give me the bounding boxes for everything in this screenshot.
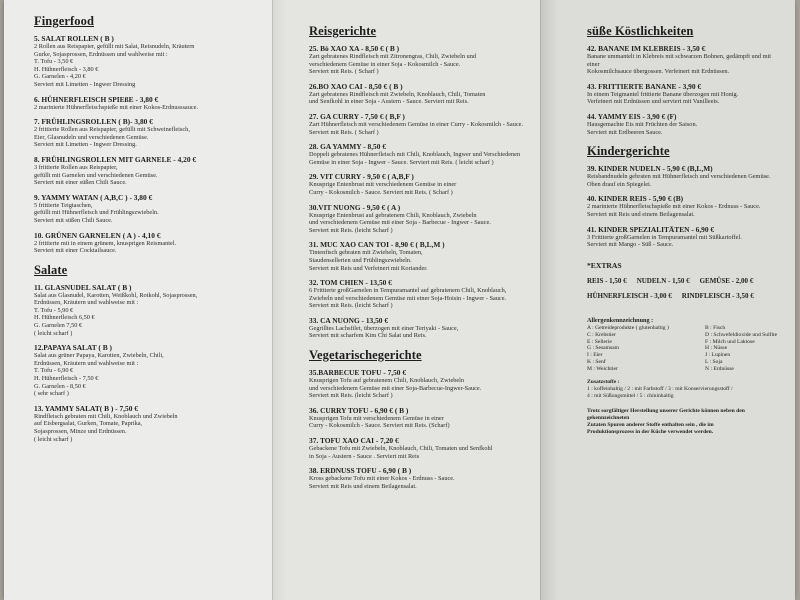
menu-item: [309, 203, 527, 235]
additives-line: 4 : mit Süßungsmittel / 5 : chininhaltig: [587, 392, 674, 399]
menu-item-description: G. Garnelen 7,50 €: [34, 322, 83, 330]
menu-item-description: und verschiedenem Gemüse mit einer Soja-Barbecue-Ingwer-Sauce.: [309, 384, 482, 392]
extras-price: NUDELN - 1,50 €: [636, 276, 690, 285]
footnote-line: Zutaten Spuren anderer Stoffe enthalten sein , die im: [587, 421, 714, 428]
menu-item-title: 35.BARBECUE TOFU - 7,50 €: [309, 368, 407, 378]
menu-item-description: Gebackene Tofu mit Zwiebeln, Knoblauch, Chili, Tomaten und Senfkohl: [309, 445, 493, 453]
allergen-code: N : Erdnüsse: [705, 366, 734, 373]
menu-item-description: Knusprigen Tofu auf gebratenem Chili, Knoblauch, Zwiebeln: [309, 377, 465, 385]
menu-item-description: Kross gebackene Tofu mit einer Kokos - Erdnuss - Sauce.: [309, 475, 455, 483]
menu-item-title: 33. CA NUONG - 13,50 €: [309, 315, 389, 325]
menu-item-description: T. Tofu - 6,90 €: [34, 367, 74, 375]
allergen-code: D : Schwefeldioxide und Sulfite: [705, 331, 778, 338]
menu-item-title: 32. TOM CHIEN - 13,50 €: [309, 278, 392, 288]
fold-shadow: [540, 0, 558, 600]
menu-item-title: 25. Bò XAO XA - 8,50 € ( B ): [309, 44, 400, 53]
menu-item: [587, 164, 785, 188]
menu-item: [34, 155, 260, 187]
menu-item-description: Knusprige Entenbrust auf gebratenem Chili, Knoblauch, Zwiebeln: [309, 211, 477, 219]
menu-item-description: Banane ummantelt in Klebreis mit schwarzen Bohnen, gedämpft und mit einer: [587, 53, 771, 68]
allergen-code: B : Fisch: [705, 324, 726, 331]
menu-item-description: Serviert mit scharfem Kim Chi Salat und Reis.: [309, 332, 427, 340]
menu-item-description: 2 marinierte Hühnerfleischspieße mit einer Kokos-Erdnusssauce.: [34, 103, 199, 111]
menu-panel-right: [540, 0, 795, 600]
allergen-code: A : Getreideprodukte ( glutenhaltig ): [587, 324, 669, 331]
menu-item-title: 26.BO XAO CAI - 8,50 € ( B ): [309, 81, 403, 91]
menu-item: [587, 225, 785, 249]
menu-item: [34, 231, 260, 255]
menu-item-title: 9. YAMMY WATAN ( A,B,C ) - 3,80 €: [34, 192, 153, 202]
menu-item: [309, 436, 527, 460]
menu-item-title: 29. VIT CURRY - 9,50 € ( A,B,F ): [309, 172, 414, 182]
extras-price: GEMÜSE - 2,00 €: [699, 276, 754, 285]
menu-item-description: 6 Frittierte großGarnelen in Tempuramantel auf gebratenem Chili, Knoblauch,: [309, 287, 507, 295]
menu-item-description: Curry - Kokosmilch - Sauce. Serviert mit Reis. ( Scharf ): [309, 188, 453, 196]
menu-item-description: Serviert mit einer süßen Chili Sauce.: [34, 179, 127, 187]
allergen-code: I : Eier: [587, 352, 603, 359]
menu-item-title: 41. KINDER SPEZIALITÄTEN - 6,90 €: [587, 224, 715, 234]
menu-item-description: 2 frittierte Rollen aus Reispapier, gefüllt mit Schweinefleisch,: [34, 126, 190, 134]
menu-item-description: H. Hühnerfleisch - 3,80 €: [34, 65, 99, 73]
menu-item: [34, 117, 260, 149]
menu-item-title: 44. YAMMY EIS - 3,90 € (F): [587, 111, 677, 121]
menu-item-description: Serviert mit Reis und Verfeinert mit Koriander.: [309, 264, 428, 272]
menu-item-description: 2 frittierte mit in einem grünem, knusprigen Reismantel.: [34, 239, 177, 247]
menu-item-description: Erdnüssen, Kräutern und wahlweise mit :: [34, 359, 139, 367]
menu-item-description: Gemüse in einer Soja - Ingwer - Sauce. Serviert mit Reis. ( leicht scharf ): [309, 158, 494, 166]
menu-item: [309, 406, 527, 430]
menu-item-title: 40. KINDER REIS - 5,90 € (B): [587, 194, 684, 204]
menu-sheet: [4, 0, 794, 600]
menu-item-title: 28. GA YAMMY - 8,50 €: [309, 142, 386, 152]
menu-item-description: und verschiedenem Gemüse mit einer Soja - Barbecue - Ingwer - Sauce.: [309, 219, 491, 227]
menu-item-description: Oben drauf ein Spiegelei.: [587, 180, 652, 188]
menu-item-description: Salat aus grüner Papaya, Karotten, Zwiebeln, Chili,: [34, 352, 164, 360]
menu-item-description: Serviert mit Reis. (leicht Scharf ): [309, 226, 393, 234]
menu-item-title: 37. TOFU XAO CAI - 7,20 €: [309, 436, 399, 446]
menu-item-description: H. Hühnerfleisch - 7,50 €: [34, 375, 99, 383]
menu-item-description: In einem Teigmantel frittierte Banane überzogen mit Honig.: [587, 90, 739, 98]
extras-heading: *EXTRAS: [587, 260, 622, 270]
menu-item-title: 13. YAMMY SALAT( B ) - 7,50 €: [34, 403, 138, 413]
menu-item-description: Serviert mit Reis und einem Beilagensalat.: [587, 210, 695, 218]
menu-item-description: T. Tofu - 5,90 €: [34, 306, 74, 314]
extras-price: RINDFLEISCH - 3,50 €: [681, 291, 754, 300]
menu-item-description: Serviert mit Limetten - Ingwer Dressing: [34, 80, 136, 88]
menu-item-description: Zwiebeln und verschiedenem Gemüse mit einer Soja-Hoisin - Ingwer - Sauce.: [309, 294, 507, 302]
menu-item-description: Serviert mit Mango - Süß - Sauce.: [587, 241, 674, 249]
menu-item-description: und Senfkohl in einer Soja - Austern - Sauce. Serviert mit Reis.: [309, 98, 469, 106]
menu-item-description: Serviert mit Reis. ( Scharf ): [309, 128, 379, 136]
menu-item-description: gefüllt mit Garnelen und verschiedenen Gemüse.: [34, 171, 158, 179]
menu-item-description: 3 Frittierte großGarnelen in Tempuramantel mit Süßkartoffel.: [587, 233, 742, 241]
menu-item-description: Serviert mit Reis. (leicht Scharf ): [309, 302, 393, 310]
section-heading: Reisgerichte: [309, 24, 377, 38]
menu-item: [34, 95, 260, 112]
section-heading: Fingerfood: [34, 14, 95, 28]
menu-item-title: 12.PAPAYA SALAT ( B ): [34, 343, 112, 353]
menu-item-description: Zart Hühnerfleisch mit verschiedenem Gemüse in einer Curry - Kokosmilch - Sauce.: [309, 120, 524, 128]
allergen-footnote: [587, 408, 785, 436]
menu-item-description: 3 frittierte Rollen aus Reispapier,: [34, 163, 118, 171]
menu-item: [309, 278, 527, 310]
menu-item-description: Kokosmilchsauce übergossen. Verfeinert mit Erdnüssen.: [587, 68, 730, 76]
menu-item-title: 42. BANANE IM KLEBREIS - 3,50 €: [587, 44, 706, 53]
menu-item: [34, 283, 260, 338]
menu-item-description: gefüllt mit Hühnerfleisch und Frühlingszwiebeln.: [34, 209, 159, 217]
additives-heading: Zusatzstoffe :: [587, 379, 620, 386]
menu-item-description: ( sehr scharf ): [34, 390, 69, 398]
footnote-line: Produktionsprozess in der Küche verwendet werden.: [587, 428, 714, 435]
menu-item-description: 2 Rollen aus Reispapier, gefüllt mit Salat, Reisnudeln, Kräutern: [34, 43, 195, 50]
menu-item-description: H. Hühnerfleisch 6,50 €: [34, 314, 95, 322]
menu-item-description: auf Eisbergsalat, Gurken, Tomate, Paprika,: [34, 420, 143, 428]
menu-item-description: Serviert mit Erdbeeren Sauce.: [587, 128, 663, 136]
menu-item-description: verschiedenem Gemüse in einer Soja - Kokosmilch - Sauce.: [309, 60, 461, 68]
menu-item-description: Serviert mit Reis. (leicht Scharf ): [309, 392, 393, 400]
menu-item-description: Knusprigen Tofu mit verschiedenem Gemüse in einer: [309, 414, 444, 422]
allergen-code: J : Lupinen: [705, 352, 731, 359]
menu-item: [309, 240, 527, 272]
menu-item: [309, 466, 527, 490]
menu-item-description: Serviert mit Limetten - Ingwer Dressing.: [34, 141, 137, 149]
menu-item-description: Serviert mit Reis und einem Beilagensalat.: [309, 482, 417, 490]
menu-item: [309, 368, 527, 400]
menu-item-title: 38. ERDNUSS TOFU - 6,90 ( B ): [309, 466, 412, 476]
allergen-code: H : Nüsse: [705, 345, 728, 352]
allergen-code: G : Sesamsam: [587, 345, 620, 352]
menu-item-description: Erdnüssen, Kräutern und wahlweise mit :: [34, 299, 139, 307]
menu-item: [309, 316, 527, 340]
allergen-code: M : Weichtier: [587, 366, 618, 373]
allergen-heading: Allergenkennzeichnung :: [587, 316, 654, 324]
menu-item-description: G. Garnelen - 4,20 €: [34, 73, 86, 81]
menu-item-description: Staudensellerien und Frühlingszwiebeln.: [309, 256, 412, 264]
menu-item: [34, 404, 260, 443]
menu-item: [587, 44, 785, 76]
menu-item: [587, 194, 785, 218]
menu-item-title: 43. FRITTIERTE BANANE - 3,90 €: [587, 81, 702, 91]
menu-item-description: Salat aus Glasnudel, Karotten, Weißkohl, Rotkohl, Sojasprossen,: [34, 291, 198, 299]
menu-item: [587, 82, 785, 106]
menu-item: [309, 172, 527, 196]
menu-item-description: Tintenfisch gebraten mit Zwiebeln, Tomaten,: [309, 249, 423, 257]
menu-item: [34, 34, 260, 89]
menu-item-title: 10. GRÜNEN GARNELEN ( A ) - 4,10 €: [34, 230, 161, 240]
menu-item-title: 31. MUC XAO CAN TOI - 8,90 € ( B,L,M ): [309, 240, 445, 250]
extras-price: HÜHNERFLEISCH - 3,00 €: [587, 291, 672, 300]
allergen-code: K : Senf: [587, 359, 606, 366]
section-heading: Salate: [34, 262, 68, 277]
menu-item-description: Reisbandnudeln gebraten mit Hühnerfleisch und verschiedenen Gemüse.: [587, 173, 771, 181]
footnote-line: Trotz sorgfältiger Herstellung unserer Gerichte können neben den gekennzeichneten: [587, 407, 745, 421]
menu-item: [309, 82, 527, 106]
menu-item-description: T. Tofu - 3,50 €: [34, 58, 74, 66]
extras-row: [587, 277, 785, 286]
menu-item-description: Gegrilltes Lachsfilet, überzogen mit einer Teriyaki - Sauce,: [309, 324, 459, 332]
menu-item-description: Eier, Glasnudeln und verschiedenen Gemüse.: [34, 133, 149, 141]
menu-panel-left: [4, 0, 272, 600]
menu-item: [34, 343, 260, 398]
menu-item-description: ( leicht scharf ): [34, 329, 73, 337]
menu-item: [309, 44, 527, 76]
menu-item-description: in Soja - Austern - Sauce . Serviert mit Reis: [309, 452, 420, 460]
menu-item-title: 11. GLASNUDEL SALAT ( B ): [34, 282, 132, 292]
menu-item-title: 27. GA CURRY - 7,50 € ( B,F ): [309, 111, 405, 121]
menu-item-description: Hausgemachte Eis mit Früchten der Saison.: [587, 120, 698, 128]
allergen-legend: [587, 325, 785, 373]
menu-item-description: G. Garnelen - 8,50 €: [34, 382, 86, 390]
allergen-code: C : Krebstier: [587, 331, 616, 338]
section-heading: süße Köstlichkeiten: [587, 24, 694, 38]
menu-item-description: Serviert mit einer Cocktailsauce.: [34, 247, 117, 255]
menu-item-description: Serviert mit Reis. ( Scharf ): [309, 68, 379, 76]
menu-item: [309, 112, 527, 136]
menu-item: [309, 142, 527, 166]
menu-item-title: 36. CURRY TOFU - 6,90 € ( B ): [309, 405, 409, 415]
menu-item-description: Rindfleisch gebraten mit Chili, Knoblauch und Zwiebeln: [34, 412, 178, 420]
section-heading: Kindergerichte: [587, 144, 670, 159]
menu-item-title: 5. SALAT ROLLEN ( B ): [34, 34, 114, 43]
section-heading: Vegetarischegerichte: [309, 348, 422, 363]
menu-item-description: Sojasprossen, Minze und Erdnüssen.: [34, 428, 127, 435]
menu-item-description: 2 marinierte Hühnerfleischspieße mit einer Kokos - Erdnuss - Sauce.: [587, 203, 761, 211]
menu-item-description: Gurke, Sojasprossen, Erdnüssen und wahlweise mit :: [34, 50, 168, 58]
extras-row: [587, 292, 785, 301]
menu-item-description: Verfeinert mit Erdnüssen und serviert mit Vanilleeis.: [587, 98, 720, 106]
menu-panel-middle: [272, 0, 541, 600]
extras-price: REIS - 1,50 €: [587, 276, 627, 285]
menu-item-description: ( leicht scharf ): [34, 435, 73, 443]
menu-item-title: 8. FRÜHLINGSROLLEN MIT GARNELE - 4,20 €: [34, 154, 197, 164]
menu-item: [587, 112, 785, 136]
menu-item-description: Knusprige Entenbrust mit verschiedenem Gemüse in einer: [309, 181, 457, 189]
menu-item-description: Zart gebratenes Rindfleisch mit Zitronengras, Chili, Zwiebeln und: [309, 53, 476, 60]
menu-item-title: 39. KINDER NUDELN - 5,90 € (B,L,M): [587, 164, 713, 174]
allergen-code: L : Soja: [705, 359, 723, 366]
fold-shadow: [272, 0, 286, 600]
menu-item-description: Zart gebratenes Rindfleisch mit Zwiebeln, Knoblauch, Chili, Tomaten: [309, 90, 486, 98]
menu-item-description: Curry - Kokosmilch - Sauce. Serviert mit Reis. (Scharf): [309, 422, 450, 430]
menu-item-title: 7. FRÜHLINGSROLLEN ( B)- 3,80 €: [34, 117, 153, 127]
allergen-code: E : Sellerie: [587, 338, 612, 345]
additives-line: 1 : koffeinhaltig / 2 : mit Farbstoff / 3 : mit Konservierungsstoff /: [587, 385, 733, 392]
menu-item-description: Doppelt gebratenes Hühnerfleisch mit Chili, Knoblauch, Ingwer und Verschiedenen: [309, 151, 521, 159]
menu-item-title: 30.VIT NUONG - 9,50 € ( A ): [309, 202, 401, 212]
menu-item-description: Serviert mit süßen Chili Sauce.: [34, 216, 113, 224]
menu-item: [34, 193, 260, 225]
allergen-code: F : Milch und Laktose: [705, 338, 755, 345]
menu-item-description: 5 frittierte Teigtaschen,: [34, 201, 93, 209]
menu-item-title: 6. HÜHNERFLEISCH SPIEßE - 3,80 €: [34, 94, 159, 104]
